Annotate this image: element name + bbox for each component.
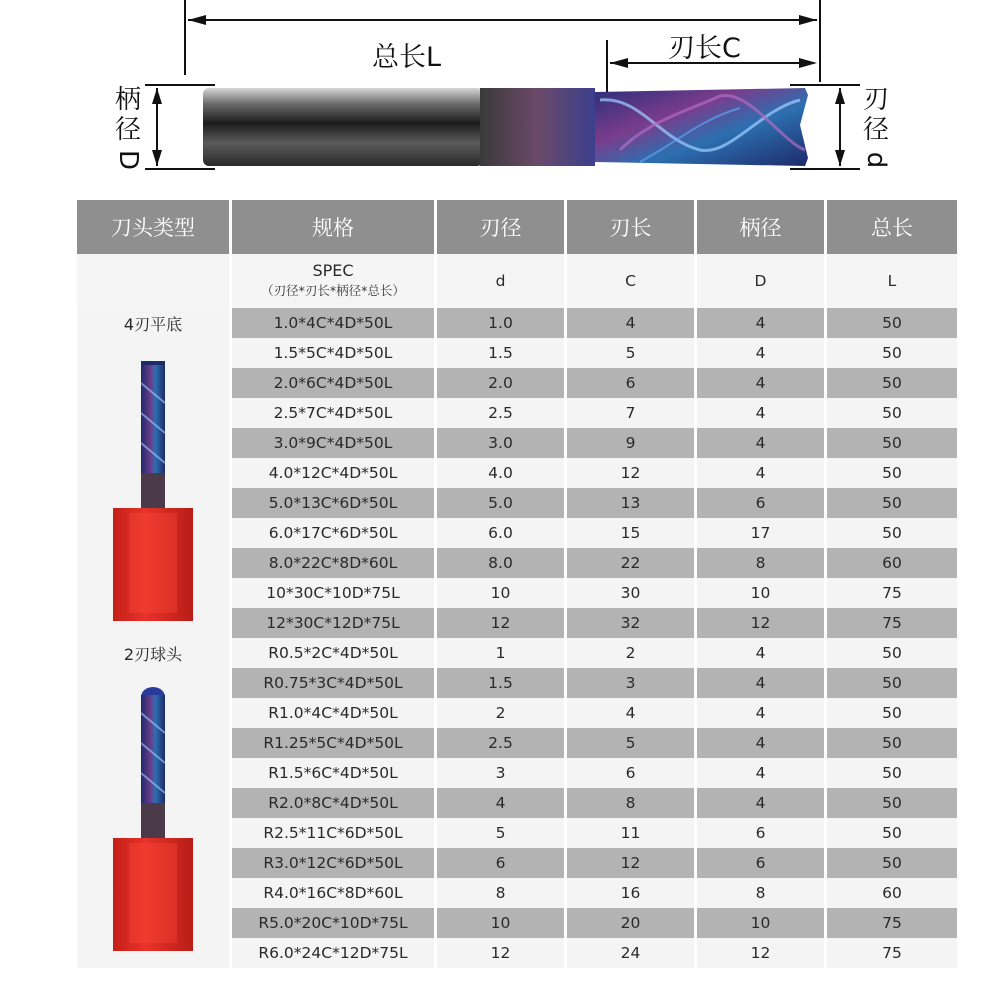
blade-diameter-cell: 3 [437, 758, 567, 788]
shank-diameter-cell: 4 [697, 698, 827, 728]
total-length-cell: 50 [827, 368, 957, 398]
blade-length-cell: 22 [567, 548, 697, 578]
total-length-cell: 75 [827, 938, 957, 968]
total-length-cell: 75 [827, 578, 957, 608]
blade-length-cell: 12 [567, 458, 697, 488]
shank-diameter-cell: 10 [697, 578, 827, 608]
spec-cell: R0.75*3C*4D*50L [232, 668, 437, 698]
shank-diameter-cell: 12 [697, 938, 827, 968]
shank-diameter-cell: 17 [697, 518, 827, 548]
shank-diameter-cell: 4 [697, 788, 827, 818]
shank-diameter-cell: 8 [697, 878, 827, 908]
blade-diameter-cell: 12 [437, 938, 567, 968]
subheader-L: L [827, 254, 957, 308]
blade-length-cell: 7 [567, 398, 697, 428]
total-length-cell: 50 [827, 698, 957, 728]
blade-diameter-cell: 1.0 [437, 308, 567, 338]
spec-cell: 4.0*12C*4D*50L [232, 458, 437, 488]
subheader-c: C [567, 254, 697, 308]
blade-diameter-cell: 10 [437, 578, 567, 608]
header-blade-diameter: 刃径 [437, 200, 567, 254]
total-length-cell: 50 [827, 818, 957, 848]
shank-diameter-cell: 12 [697, 608, 827, 638]
spec-cell: 12*30C*12D*75L [232, 608, 437, 638]
blade-length-cell: 8 [567, 788, 697, 818]
total-length-cell: 50 [827, 638, 957, 668]
shank-diameter-cell: 4 [697, 728, 827, 758]
spec-cell: R6.0*24C*12D*75L [232, 938, 437, 968]
shank-diameter-cell: 4 [697, 758, 827, 788]
shank-diameter-cell: 8 [697, 548, 827, 578]
blade-diameter-cell: 12 [437, 608, 567, 638]
total-length-cell: 75 [827, 608, 957, 638]
blade-diameter-cell: 2.5 [437, 728, 567, 758]
total-length-cell: 50 [827, 428, 957, 458]
blade-diameter-cell: 4.0 [437, 458, 567, 488]
table-row [77, 338, 957, 368]
blade-diameter-cell: 2 [437, 698, 567, 728]
blade-diameter-cell: 6.0 [437, 518, 567, 548]
spec-cell: R3.0*12C*6D*50L [232, 848, 437, 878]
spec-cell: 2.5*7C*4D*50L [232, 398, 437, 428]
total-length-cell: 50 [827, 668, 957, 698]
spec-cell: R0.5*2C*4D*50L [232, 638, 437, 668]
subheader-D: D [697, 254, 827, 308]
spec-cell: R2.5*11C*6D*50L [232, 818, 437, 848]
blade-diameter-cell: 1.5 [437, 668, 567, 698]
shank-diameter-cell: 4 [697, 338, 827, 368]
blade-length-cell: 20 [567, 908, 697, 938]
header-type: 刀头类型 [77, 200, 232, 254]
blade-diameter-cell: 1 [437, 638, 567, 668]
spec-cell: R1.0*4C*4D*50L [232, 698, 437, 728]
shank-diameter-cell: 6 [697, 848, 827, 878]
total-length-cell: 50 [827, 458, 957, 488]
total-length-cell: 50 [827, 308, 957, 338]
table-subheader-row [77, 254, 957, 308]
shank-diameter-cell: 4 [697, 638, 827, 668]
shank-diameter-cell: 4 [697, 398, 827, 428]
blade-diameter-cell: 5.0 [437, 488, 567, 518]
shank-diameter-cell: 4 [697, 308, 827, 338]
subheader-blank [77, 254, 232, 308]
blade-diameter-cell: 4 [437, 788, 567, 818]
blade-diameter-cell: 3.0 [437, 428, 567, 458]
spec-cell: 8.0*22C*8D*60L [232, 548, 437, 578]
total-length-cell: 75 [827, 908, 957, 938]
blade-length-cell: 5 [567, 728, 697, 758]
blade-length-cell: 11 [567, 818, 697, 848]
subheader-spec: SPEC （刃径*刃长*柄径*总长） [232, 254, 437, 308]
spec-cell: 2.0*6C*4D*50L [232, 368, 437, 398]
table-header-row [77, 200, 957, 254]
spec-cell: R1.5*6C*4D*50L [232, 758, 437, 788]
ball-end-mill-image [77, 668, 232, 968]
flat-end-mill-image [77, 338, 232, 638]
blade-length-cell: 4 [567, 698, 697, 728]
blade-length-cell: 6 [567, 368, 697, 398]
total-length-label: 总长L [372, 42, 442, 73]
header-blade-length: 刃长 [567, 200, 697, 254]
blade-diameter-cell: 2.5 [437, 398, 567, 428]
shank-diameter-cell: 10 [697, 908, 827, 938]
spec-cell: 3.0*9C*4D*50L [232, 428, 437, 458]
blade-length-cell: 2 [567, 638, 697, 668]
blade-length-cell: 13 [567, 488, 697, 518]
spec-cell: R1.25*5C*4D*50L [232, 728, 437, 758]
end-mill-dimension-diagram [0, 0, 1000, 195]
spec-cell: R5.0*20C*10D*75L [232, 908, 437, 938]
total-length-cell: 50 [827, 788, 957, 818]
header-spec: 规格 [232, 200, 437, 254]
total-length-cell: 50 [827, 758, 957, 788]
blade-length-cell: 30 [567, 578, 697, 608]
spec-cell: 5.0*13C*6D*50L [232, 488, 437, 518]
blade-length-label: 刃长C [668, 33, 741, 64]
spec-cell: 6.0*17C*6D*50L [232, 518, 437, 548]
total-length-cell: 50 [827, 398, 957, 428]
total-length-cell: 50 [827, 848, 957, 878]
blade-length-cell: 4 [567, 308, 697, 338]
spec-cell: R4.0*16C*8D*60L [232, 878, 437, 908]
blade-diameter-cell: 5 [437, 818, 567, 848]
shank-diameter-cell: 4 [697, 458, 827, 488]
shank-diameter-cell: 4 [697, 668, 827, 698]
total-length-cell: 50 [827, 338, 957, 368]
shank-diameter-cell: 6 [697, 818, 827, 848]
subheader-d: d [437, 254, 567, 308]
blade-length-cell: 6 [567, 758, 697, 788]
blade-diameter-cell: 8 [437, 878, 567, 908]
blade-length-cell: 24 [567, 938, 697, 968]
spec-cell: 1.0*4C*4D*50L [232, 308, 437, 338]
blade-length-cell: 9 [567, 428, 697, 458]
header-shank-diameter: 柄径 [697, 200, 827, 254]
spec-cell: 10*30C*10D*75L [232, 578, 437, 608]
blade-length-cell: 12 [567, 848, 697, 878]
total-length-cell: 50 [827, 518, 957, 548]
total-length-cell: 50 [827, 728, 957, 758]
shank-diameter-label: 柄 径 D [113, 85, 143, 171]
spec-cell: R2.0*8C*4D*50L [232, 788, 437, 818]
blade-diameter-label: 刃 径 d [861, 85, 891, 169]
header-total-length: 总长 [827, 200, 957, 254]
blade-diameter-cell: 6 [437, 848, 567, 878]
blade-diameter-cell: 2.0 [437, 368, 567, 398]
table-row [77, 668, 957, 698]
table-row [77, 308, 957, 338]
blade-length-cell: 15 [567, 518, 697, 548]
blade-length-cell: 32 [567, 608, 697, 638]
blade-diameter-cell: 1.5 [437, 338, 567, 368]
blade-diameter-cell: 8.0 [437, 548, 567, 578]
shank-diameter-cell: 6 [697, 488, 827, 518]
tool-type-label: 2刃球头 [77, 638, 232, 668]
table-row [77, 638, 957, 668]
spec-table [77, 200, 957, 968]
total-length-cell: 60 [827, 548, 957, 578]
tool-type-label: 4刃平底 [77, 308, 232, 338]
blade-length-cell: 3 [567, 668, 697, 698]
shank-diameter-cell: 4 [697, 368, 827, 398]
blade-length-cell: 16 [567, 878, 697, 908]
total-length-cell: 60 [827, 878, 957, 908]
blade-length-cell: 5 [567, 338, 697, 368]
total-length-cell: 50 [827, 488, 957, 518]
blade-diameter-cell: 10 [437, 908, 567, 938]
spec-cell: 1.5*5C*4D*50L [232, 338, 437, 368]
shank-diameter-cell: 4 [697, 428, 827, 458]
